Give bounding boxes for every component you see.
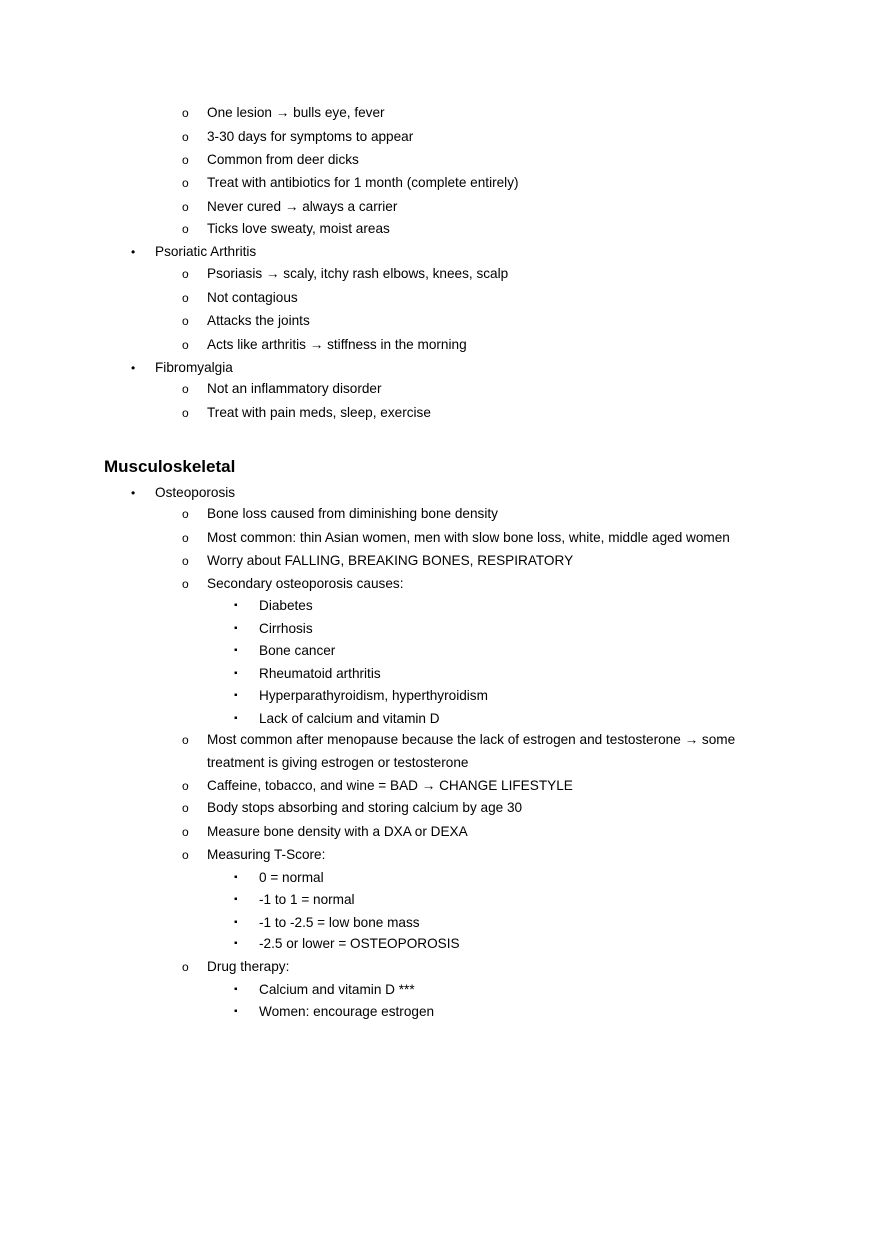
- square-bullet-icon: ▪: [234, 917, 238, 928]
- list-item: Rheumatoid arthritis: [259, 666, 381, 681]
- list-item: Caffeine, tobacco, and wine = BAD → CHANGE LIFESTYLE: [207, 778, 573, 793]
- list-item: Most common after menopause because the lack of estrogen and testosterone → some: [207, 732, 736, 747]
- circle-bullet-icon: o: [182, 267, 189, 281]
- circle-bullet-icon: o: [182, 153, 189, 167]
- square-bullet-icon: ▪: [234, 1006, 238, 1017]
- circle-bullet-icon: o: [182, 825, 189, 839]
- circle-bullet-icon: o: [182, 848, 189, 862]
- list-item: Treat with antibiotics for 1 month (complete entirely): [207, 175, 519, 190]
- square-bullet-icon: ▪: [234, 713, 238, 724]
- circle-bullet-icon: o: [182, 801, 189, 815]
- circle-bullet-icon: o: [182, 531, 189, 545]
- list-item: -1 to -2.5 = low bone mass: [259, 915, 420, 930]
- list-heading-item: Psoriatic Arthritis: [155, 244, 257, 259]
- list-item: Women: encourage estrogen: [259, 1004, 435, 1019]
- circle-bullet-icon: o: [182, 176, 189, 190]
- circle-bullet-icon: o: [182, 406, 189, 420]
- list-item: Acts like arthritis → stiffness in the morning: [207, 337, 467, 352]
- list-heading-item: Fibromyalgia: [155, 360, 233, 375]
- list-item: Worry about FALLING, BREAKING BONES, RESPIRATORY: [207, 553, 574, 568]
- list-item: treatment is giving estrogen or testosterone: [207, 755, 469, 770]
- list-item: 3-30 days for symptoms to appear: [207, 129, 414, 144]
- circle-bullet-icon: o: [182, 554, 189, 568]
- list-item: Calcium and vitamin D ***: [259, 982, 415, 997]
- bullet-icon: •: [131, 361, 136, 375]
- circle-bullet-icon: o: [182, 314, 189, 328]
- circle-bullet-icon: o: [182, 338, 189, 352]
- square-bullet-icon: ▪: [234, 894, 238, 905]
- list-item: Diabetes: [259, 598, 313, 613]
- list-item: Lack of calcium and vitamin D: [259, 711, 440, 726]
- bullet-icon: •: [131, 245, 136, 259]
- bullet-icon: •: [131, 486, 136, 500]
- circle-bullet-icon: o: [182, 291, 189, 305]
- list-item: Not an inflammatory disorder: [207, 381, 382, 396]
- list-heading-item: Osteoporosis: [155, 485, 236, 500]
- circle-bullet-icon: o: [182, 733, 189, 747]
- square-bullet-icon: ▪: [234, 645, 238, 656]
- square-bullet-icon: ▪: [234, 600, 238, 611]
- list-item: Measure bone density with a DXA or DEXA: [207, 824, 468, 839]
- list-item: -2.5 or lower = OSTEOPOROSIS: [259, 936, 460, 951]
- circle-bullet-icon: o: [182, 222, 189, 236]
- list-item: Drug therapy:: [207, 959, 290, 974]
- circle-bullet-icon: o: [182, 507, 189, 521]
- list-item: Body stops absorbing and storing calcium by age 30: [207, 800, 523, 815]
- list-item: Psoriasis → scaly, itchy rash elbows, knees, scalp: [207, 266, 509, 281]
- section-heading: Musculoskeletal: [104, 457, 236, 476]
- list-item: Cirrhosis: [259, 621, 313, 636]
- list-item: Not contagious: [207, 290, 298, 305]
- list-item: One lesion → bulls eye, fever: [207, 105, 385, 120]
- square-bullet-icon: ▪: [234, 668, 238, 679]
- circle-bullet-icon: o: [182, 779, 189, 793]
- circle-bullet-icon: o: [182, 106, 189, 120]
- circle-bullet-icon: o: [182, 960, 189, 974]
- list-item: Attacks the joints: [207, 313, 310, 328]
- list-item: Common from deer dicks: [207, 152, 359, 167]
- square-bullet-icon: ▪: [234, 938, 238, 949]
- square-bullet-icon: ▪: [234, 872, 238, 883]
- list-item: Bone cancer: [259, 643, 336, 658]
- list-item: Measuring T-Score:: [207, 847, 326, 862]
- list-item: -1 to 1 = normal: [259, 892, 355, 907]
- list-item: Never cured → always a carrier: [207, 199, 398, 214]
- circle-bullet-icon: o: [182, 200, 189, 214]
- list-item: Ticks love sweaty, moist areas: [207, 221, 390, 236]
- circle-bullet-icon: o: [182, 382, 189, 396]
- square-bullet-icon: ▪: [234, 690, 238, 701]
- list-item: Secondary osteoporosis causes:: [207, 576, 404, 591]
- list-item: 0 = normal: [259, 870, 324, 885]
- square-bullet-icon: ▪: [234, 984, 238, 995]
- square-bullet-icon: ▪: [234, 623, 238, 634]
- circle-bullet-icon: o: [182, 577, 189, 591]
- list-item: Treat with pain meds, sleep, exercise: [207, 405, 431, 420]
- circle-bullet-icon: o: [182, 130, 189, 144]
- list-item: Hyperparathyroidism, hyperthyroidism: [259, 688, 488, 703]
- list-item: Most common: thin Asian women, men with slow bone loss, white, middle aged women: [207, 530, 730, 545]
- list-item: Bone loss caused from diminishing bone density: [207, 506, 498, 521]
